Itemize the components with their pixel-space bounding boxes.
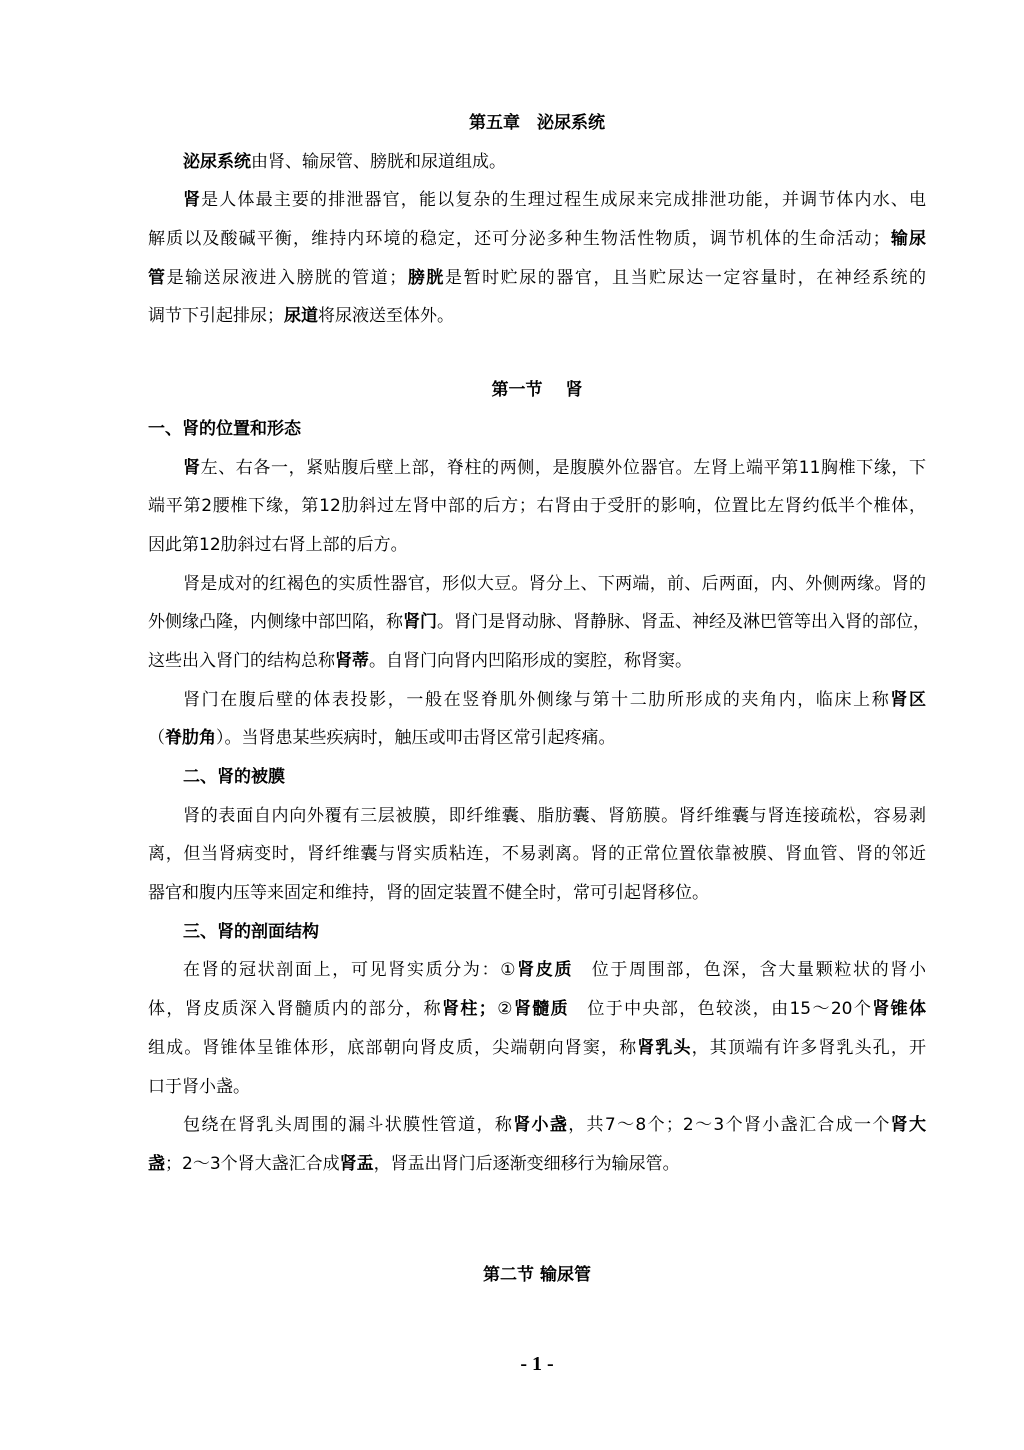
text-line bbox=[148, 187, 926, 226]
section-title bbox=[148, 377, 926, 416]
text-line bbox=[148, 1262, 926, 1301]
text-run: 肾的表面自内向外覆有三层被膜，即纤维囊、脂肪囊、肾筋膜。肾纤维囊与肾连接疏松，容易剥 bbox=[183, 805, 926, 826]
text-run: 是暂时贮尿的器官，且当贮尿达一定容量时，在神经系统的 bbox=[444, 267, 927, 288]
bold-term: 肾皮质 bbox=[517, 960, 574, 981]
text-line bbox=[148, 303, 926, 342]
text-run: 因此第12肋斜过右肾上部的后方。 bbox=[148, 534, 408, 555]
bold-term: 输尿 bbox=[889, 229, 927, 250]
paragraph bbox=[148, 687, 926, 764]
text-run: 口于肾小盏。 bbox=[148, 1076, 250, 1097]
text-run: ）。当肾患某些疾病时，触压或叩击肾区常引起疼痛。 bbox=[216, 728, 616, 749]
text-run: 肾门在腹后壁的体表投影，一般在竖脊肌外侧缘与第十二肋所形成的夹角内，临床上称 bbox=[183, 689, 891, 710]
text-line bbox=[148, 957, 926, 996]
text-run: 。自肾门向肾内凹陷形成的窦腔，称肾窦。 bbox=[369, 650, 692, 671]
text-line bbox=[148, 725, 926, 764]
text-run: ，其顶端有许多肾乳头孔，开 bbox=[691, 1037, 927, 1058]
text-run: 。肾门是肾动脉、肾静脉、肾盂、神经及淋巴管等出入肾的部位， bbox=[437, 612, 930, 633]
text-line bbox=[148, 1074, 926, 1113]
text-line bbox=[148, 841, 926, 880]
bold-term: 三、肾的剖面结构 bbox=[183, 921, 319, 942]
bold-term: 肾 bbox=[183, 190, 202, 211]
bold-term: 第二节 输尿管 bbox=[483, 1264, 591, 1285]
text-run: 这些出入肾门的结构总称 bbox=[148, 650, 335, 671]
bold-term: 尿道 bbox=[284, 306, 318, 327]
page-number: - 1 - bbox=[520, 1353, 554, 1375]
text-line bbox=[148, 996, 926, 1035]
text-run: 调节下引起排尿； bbox=[148, 306, 284, 327]
bold-term: 肾乳头 bbox=[637, 1037, 692, 1058]
section-title bbox=[148, 1262, 926, 1301]
text-line bbox=[148, 110, 926, 149]
text-line bbox=[148, 880, 926, 919]
text-line bbox=[148, 1151, 926, 1190]
section-title bbox=[148, 110, 926, 149]
text-line bbox=[148, 687, 926, 726]
text-line bbox=[148, 803, 926, 842]
bold-term: 盏 bbox=[148, 1153, 165, 1174]
paragraph bbox=[148, 1112, 926, 1189]
text-run: 是人体最主要的排泄器官，能以复杂的生理过程生成尿来完成排泄功能，并调节体内水、电 bbox=[201, 190, 927, 211]
text-line bbox=[148, 455, 926, 494]
bold-term: 肾蒂 bbox=[335, 650, 369, 671]
bold-term: 肾门 bbox=[403, 612, 437, 633]
text-run: 外侧缘凸隆，内侧缘中部凹陷，称 bbox=[148, 612, 403, 633]
text-line bbox=[148, 493, 926, 532]
paragraph bbox=[148, 571, 930, 687]
document-body bbox=[148, 110, 930, 1300]
paragraph bbox=[148, 149, 926, 188]
text-line bbox=[148, 1112, 926, 1151]
text-run: 位于中央部，色较淡，由15～20个 bbox=[568, 999, 873, 1020]
text-run: 解质以及酸碱平衡，维持内环境的稳定，还可分泌多种生物活性物质，调节机体的生命活动； bbox=[148, 229, 890, 250]
spacer bbox=[148, 342, 926, 377]
text-run: 肾是成对的红褐色的实质性器官，形似大豆。肾分上、下两端，前、后两面，内、外侧两缘。肾的 bbox=[183, 573, 926, 594]
bold-term: 肾髓质 bbox=[513, 999, 569, 1020]
bold-term: 肾锥体 bbox=[872, 999, 927, 1020]
bold-term: 脊肋角 bbox=[165, 728, 216, 749]
bold-term: 肾区 bbox=[890, 689, 927, 710]
text-line bbox=[148, 416, 926, 455]
subsection-heading bbox=[148, 764, 926, 803]
bold-term: 第一节 肾 bbox=[491, 380, 583, 401]
text-run: 左、右各一，紧贴腹后壁上部，脊柱的两侧，是腹膜外位器官。左肾上端平第11胸椎下缘，下 bbox=[200, 457, 927, 478]
text-line bbox=[148, 226, 926, 265]
bold-term: 管 bbox=[148, 267, 167, 288]
bold-term: 肾柱； bbox=[442, 999, 496, 1020]
bold-term: 膀胱 bbox=[406, 267, 445, 288]
bold-term: 第五章 泌尿系统 bbox=[469, 113, 605, 133]
text-line bbox=[148, 648, 926, 687]
text-line bbox=[148, 265, 926, 304]
text-run: ，共7～8个；2～3个肾小盏汇合成一个 bbox=[568, 1115, 891, 1136]
text-run: 组成。肾锥体呈锥体形，底部朝向肾皮质，尖端朝向肾窦，称 bbox=[148, 1037, 638, 1058]
subsection-heading bbox=[148, 416, 926, 455]
subsection-heading bbox=[148, 919, 926, 958]
text-line bbox=[148, 919, 926, 958]
bold-term: 肾大 bbox=[890, 1115, 927, 1136]
text-run: 是输送尿液进入膀胱的管道； bbox=[166, 267, 407, 288]
text-run: （ bbox=[148, 728, 165, 749]
text-run: ，肾盂出肾门后逐渐变细移行为输尿管。 bbox=[373, 1153, 680, 1174]
text-line bbox=[148, 609, 930, 648]
text-line bbox=[148, 764, 926, 803]
text-run: 端平第2腰椎下缘，第12肋斜过左肾中部的后方；右肾由于受肝的影响，位置比左肾约低半个椎体， bbox=[148, 496, 926, 517]
text-line bbox=[148, 149, 926, 188]
text-run: 离，但当肾病变时，肾纤维囊与肾实质粘连，不易剥离。肾的正常位置依靠被膜、肾血管、肾的邻近 bbox=[148, 844, 926, 865]
spacer bbox=[148, 1190, 926, 1262]
paragraph bbox=[148, 803, 926, 919]
paragraph bbox=[148, 957, 926, 1112]
text-run: ；2～3个肾大盏汇合成 bbox=[165, 1153, 340, 1174]
text-line bbox=[148, 532, 926, 571]
text-run: 由肾、输尿管、膀胱和尿道组成。 bbox=[251, 151, 506, 172]
bold-term: 泌尿系统 bbox=[183, 151, 251, 172]
bold-term: 肾盂 bbox=[339, 1153, 374, 1174]
text-run: 在肾的冠状剖面上，可见肾实质分为：① bbox=[183, 960, 518, 981]
text-run: 器官和腹内压等来固定和维持，肾的固定装置不健全时，常可引起肾移位。 bbox=[148, 883, 709, 904]
text-run: ② bbox=[495, 999, 514, 1020]
text-run: 体，肾皮质深入肾髓质内的部分，称 bbox=[148, 999, 443, 1020]
text-line bbox=[148, 1035, 926, 1074]
text-run: 位于周围部，色深，含大量颗粒状的肾小 bbox=[573, 960, 926, 981]
text-run: 将尿液送至体外。 bbox=[318, 306, 454, 327]
text-line bbox=[148, 571, 926, 610]
paragraph bbox=[148, 455, 926, 571]
text-line bbox=[148, 377, 926, 416]
bold-term: 一、肾的位置和形态 bbox=[148, 418, 301, 439]
paragraph bbox=[148, 187, 926, 342]
bold-term: 肾小盏 bbox=[513, 1115, 569, 1136]
bold-term: 肾 bbox=[183, 457, 201, 478]
bold-term: 二、肾的被膜 bbox=[183, 767, 285, 787]
text-run: 包绕在肾乳头周围的漏斗状膜性管道，称 bbox=[183, 1115, 514, 1136]
